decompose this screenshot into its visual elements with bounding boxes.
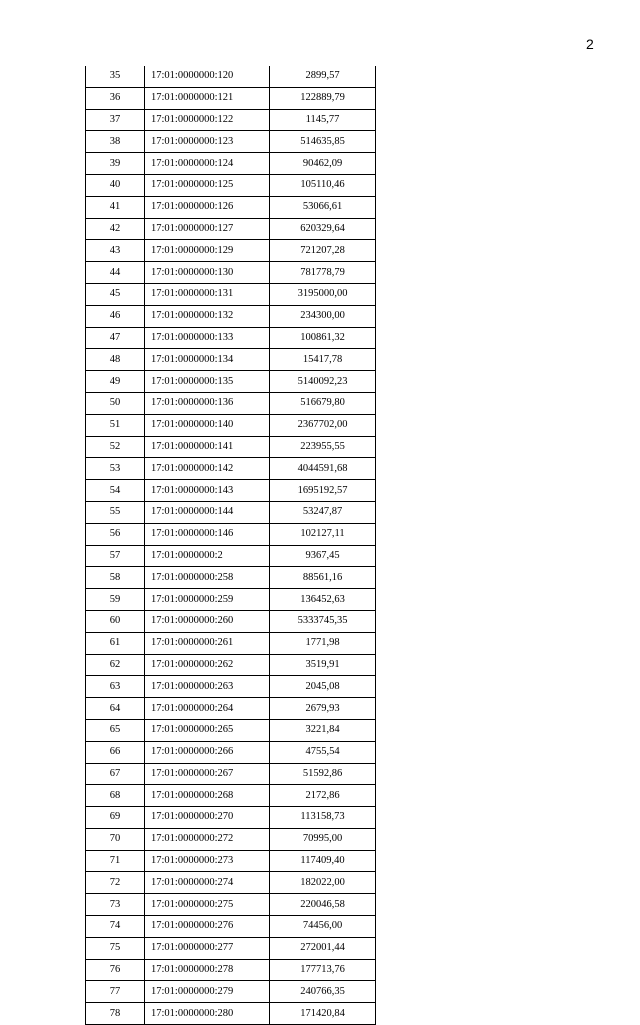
table-row: [86, 371, 376, 393]
cadastral-number-cell: 17:01:0000000:258: [145, 567, 270, 589]
cadastral-value-cell: 516679,80: [270, 392, 376, 414]
row-number-cell: 40: [86, 174, 145, 196]
table-row: [86, 392, 376, 414]
table-row: [86, 414, 376, 436]
cadastral-value-cell: 2172,86: [270, 785, 376, 807]
cadastral-number-cell: 17:01:0000000:134: [145, 349, 270, 371]
table-row: [86, 567, 376, 589]
row-number-cell: 52: [86, 436, 145, 458]
row-number-cell: 48: [86, 349, 145, 371]
table-row: [86, 610, 376, 632]
cadastral-value-cell: 171420,84: [270, 1003, 376, 1025]
row-number-cell: 64: [86, 698, 145, 720]
table-row: [86, 937, 376, 959]
table-row: [86, 654, 376, 676]
cadastral-number-cell: 17:01:0000000:277: [145, 937, 270, 959]
cadastral-number-cell: 17:01:0000000:124: [145, 153, 270, 175]
cadastral-value-cell: 5333745,35: [270, 610, 376, 632]
cadastral-number-cell: 17:01:0000000:132: [145, 305, 270, 327]
table-row: [86, 523, 376, 545]
table-row: [86, 719, 376, 741]
row-number-cell: 69: [86, 807, 145, 829]
row-number-cell: 68: [86, 785, 145, 807]
table-row: [86, 458, 376, 480]
table-row: [86, 283, 376, 305]
cadastral-value-cell: 177713,76: [270, 959, 376, 981]
row-number-cell: 36: [86, 87, 145, 109]
row-number-cell: 76: [86, 959, 145, 981]
table-row: [86, 109, 376, 131]
row-number-cell: 77: [86, 981, 145, 1003]
row-number-cell: 38: [86, 131, 145, 153]
cadastral-value-cell: 3195000,00: [270, 283, 376, 305]
cadastral-value-cell: 136452,63: [270, 589, 376, 611]
cadastral-value-cell: 781778,79: [270, 262, 376, 284]
table-row: [86, 959, 376, 981]
cadastral-value-cell: 2367702,00: [270, 414, 376, 436]
table-row: [86, 894, 376, 916]
cadastral-number-cell: 17:01:0000000:260: [145, 610, 270, 632]
row-number-cell: 70: [86, 828, 145, 850]
table-row: [86, 828, 376, 850]
cadastral-number-cell: 17:01:0000000:142: [145, 458, 270, 480]
row-number-cell: 58: [86, 567, 145, 589]
table-row: [86, 850, 376, 872]
row-number-cell: 53: [86, 458, 145, 480]
row-number-cell: 74: [86, 916, 145, 938]
cadastral-number-cell: 17:01:0000000:143: [145, 480, 270, 502]
table-row: [86, 240, 376, 262]
table-row: [86, 262, 376, 284]
table-row: [86, 87, 376, 109]
cadastral-number-cell: 17:01:0000000:131: [145, 283, 270, 305]
table-body: [86, 66, 376, 1025]
row-number-cell: 55: [86, 501, 145, 523]
table-row: [86, 153, 376, 175]
cadastral-value-cell: 272001,44: [270, 937, 376, 959]
cadastral-value-cell: 620329,64: [270, 218, 376, 240]
row-number-cell: 65: [86, 719, 145, 741]
cadastral-value-cell: 4044591,68: [270, 458, 376, 480]
table-row: [86, 785, 376, 807]
table-row: [86, 174, 376, 196]
table-row: [86, 741, 376, 763]
cadastral-value-cell: 4755,54: [270, 741, 376, 763]
row-number-cell: 71: [86, 850, 145, 872]
cadastral-value-cell: 1771,98: [270, 632, 376, 654]
cadastral-number-cell: 17:01:0000000:136: [145, 392, 270, 414]
row-number-cell: 45: [86, 283, 145, 305]
cadastral-number-cell: 17:01:0000000:262: [145, 654, 270, 676]
cadastral-value-cell: 220046,58: [270, 894, 376, 916]
table-row: [86, 916, 376, 938]
cadastral-value-cell: 100861,32: [270, 327, 376, 349]
row-number-cell: 60: [86, 610, 145, 632]
cadastral-value-cell: 70995,00: [270, 828, 376, 850]
cadastral-value-cell: 223955,55: [270, 436, 376, 458]
page-number: 2: [586, 36, 594, 52]
cadastral-number-cell: 17:01:0000000:268: [145, 785, 270, 807]
cadastral-number-cell: 17:01:0000000:135: [145, 371, 270, 393]
cadastral-value-cell: 51592,86: [270, 763, 376, 785]
table-row: [86, 305, 376, 327]
table-row: [86, 349, 376, 371]
row-number-cell: 51: [86, 414, 145, 436]
cadastral-value-cell: 721207,28: [270, 240, 376, 262]
row-number-cell: 47: [86, 327, 145, 349]
cadastral-number-cell: 17:01:0000000:122: [145, 109, 270, 131]
row-number-cell: 59: [86, 589, 145, 611]
cadastral-number-cell: 17:01:0000000:279: [145, 981, 270, 1003]
cadastral-value-cell: 2899,57: [270, 66, 376, 87]
table-row: [86, 632, 376, 654]
cadastral-value-cell: 117409,40: [270, 850, 376, 872]
row-number-cell: 54: [86, 480, 145, 502]
cadastral-number-cell: 17:01:0000000:264: [145, 698, 270, 720]
row-number-cell: 63: [86, 676, 145, 698]
table-row: [86, 1003, 376, 1025]
table-row: [86, 66, 376, 87]
row-number-cell: 35: [86, 66, 145, 87]
cadastral-number-cell: 17:01:0000000:261: [145, 632, 270, 654]
cadastral-number-cell: 17:01:0000000:2: [145, 545, 270, 567]
cadastral-number-cell: 17:01:0000000:275: [145, 894, 270, 916]
cadastral-number-cell: 17:01:0000000:273: [145, 850, 270, 872]
cadastral-value-cell: 122889,79: [270, 87, 376, 109]
cadastral-value-cell: 102127,11: [270, 523, 376, 545]
cadastral-value-cell: 2045,08: [270, 676, 376, 698]
cadastral-number-cell: 17:01:0000000:120: [145, 66, 270, 87]
cadastral-number-cell: 17:01:0000000:274: [145, 872, 270, 894]
cadastral-value-cell: 1695192,57: [270, 480, 376, 502]
cadastral-number-cell: 17:01:0000000:276: [145, 916, 270, 938]
cadastral-value-cell: 514635,85: [270, 131, 376, 153]
row-number-cell: 46: [86, 305, 145, 327]
cadastral-value-cell: 15417,78: [270, 349, 376, 371]
table-row: [86, 131, 376, 153]
table-row: [86, 676, 376, 698]
cadastral-number-cell: 17:01:0000000:141: [145, 436, 270, 458]
cadastral-value-table: [85, 66, 376, 1025]
row-number-cell: 43: [86, 240, 145, 262]
row-number-cell: 75: [86, 937, 145, 959]
table-row: [86, 698, 376, 720]
table-row: [86, 218, 376, 240]
row-number-cell: 57: [86, 545, 145, 567]
row-number-cell: 41: [86, 196, 145, 218]
cadastral-number-cell: 17:01:0000000:126: [145, 196, 270, 218]
table-row: [86, 763, 376, 785]
table-row: [86, 327, 376, 349]
cadastral-value-cell: 90462,09: [270, 153, 376, 175]
cadastral-number-cell: 17:01:0000000:272: [145, 828, 270, 850]
cadastral-value-cell: 3221,84: [270, 719, 376, 741]
row-number-cell: 42: [86, 218, 145, 240]
cadastral-value-cell: 3519,91: [270, 654, 376, 676]
row-number-cell: 56: [86, 523, 145, 545]
table-row: [86, 501, 376, 523]
row-number-cell: 67: [86, 763, 145, 785]
cadastral-number-cell: 17:01:0000000:144: [145, 501, 270, 523]
cadastral-number-cell: 17:01:0000000:259: [145, 589, 270, 611]
row-number-cell: 37: [86, 109, 145, 131]
row-number-cell: 49: [86, 371, 145, 393]
row-number-cell: 72: [86, 872, 145, 894]
row-number-cell: 44: [86, 262, 145, 284]
cadastral-number-cell: 17:01:0000000:266: [145, 741, 270, 763]
cadastral-value-cell: 234300,00: [270, 305, 376, 327]
cadastral-number-cell: 17:01:0000000:270: [145, 807, 270, 829]
cadastral-value-cell: 5140092,23: [270, 371, 376, 393]
cadastral-value-cell: 74456,00: [270, 916, 376, 938]
cadastral-number-cell: 17:01:0000000:133: [145, 327, 270, 349]
row-number-cell: 78: [86, 1003, 145, 1025]
table-row: [86, 981, 376, 1003]
cadastral-value-cell: 240766,35: [270, 981, 376, 1003]
table-row: [86, 196, 376, 218]
cadastral-value-cell: 1145,77: [270, 109, 376, 131]
cadastral-number-cell: 17:01:0000000:125: [145, 174, 270, 196]
cadastral-number-cell: 17:01:0000000:127: [145, 218, 270, 240]
row-number-cell: 50: [86, 392, 145, 414]
table-row: [86, 872, 376, 894]
table-row: [86, 807, 376, 829]
cadastral-number-cell: 17:01:0000000:146: [145, 523, 270, 545]
cadastral-value-cell: 53247,87: [270, 501, 376, 523]
table-row: [86, 589, 376, 611]
cadastral-value-cell: 113158,73: [270, 807, 376, 829]
row-number-cell: 61: [86, 632, 145, 654]
cadastral-value-cell: 105110,46: [270, 174, 376, 196]
cadastral-number-cell: 17:01:0000000:123: [145, 131, 270, 153]
table-row: [86, 480, 376, 502]
cadastral-number-cell: 17:01:0000000:140: [145, 414, 270, 436]
table-row: [86, 545, 376, 567]
cadastral-number-cell: 17:01:0000000:280: [145, 1003, 270, 1025]
cadastral-number-cell: 17:01:0000000:267: [145, 763, 270, 785]
cadastral-number-cell: 17:01:0000000:121: [145, 87, 270, 109]
cadastral-number-cell: 17:01:0000000:278: [145, 959, 270, 981]
cadastral-value-cell: 9367,45: [270, 545, 376, 567]
cadastral-number-cell: 17:01:0000000:129: [145, 240, 270, 262]
cadastral-value-cell: 2679,93: [270, 698, 376, 720]
row-number-cell: 62: [86, 654, 145, 676]
cadastral-value-cell: 182022,00: [270, 872, 376, 894]
cadastral-number-cell: 17:01:0000000:265: [145, 719, 270, 741]
row-number-cell: 66: [86, 741, 145, 763]
row-number-cell: 39: [86, 153, 145, 175]
row-number-cell: 73: [86, 894, 145, 916]
table-row: [86, 436, 376, 458]
cadastral-number-cell: 17:01:0000000:130: [145, 262, 270, 284]
cadastral-number-cell: 17:01:0000000:263: [145, 676, 270, 698]
cadastral-value-cell: 88561,16: [270, 567, 376, 589]
cadastral-value-cell: 53066,61: [270, 196, 376, 218]
